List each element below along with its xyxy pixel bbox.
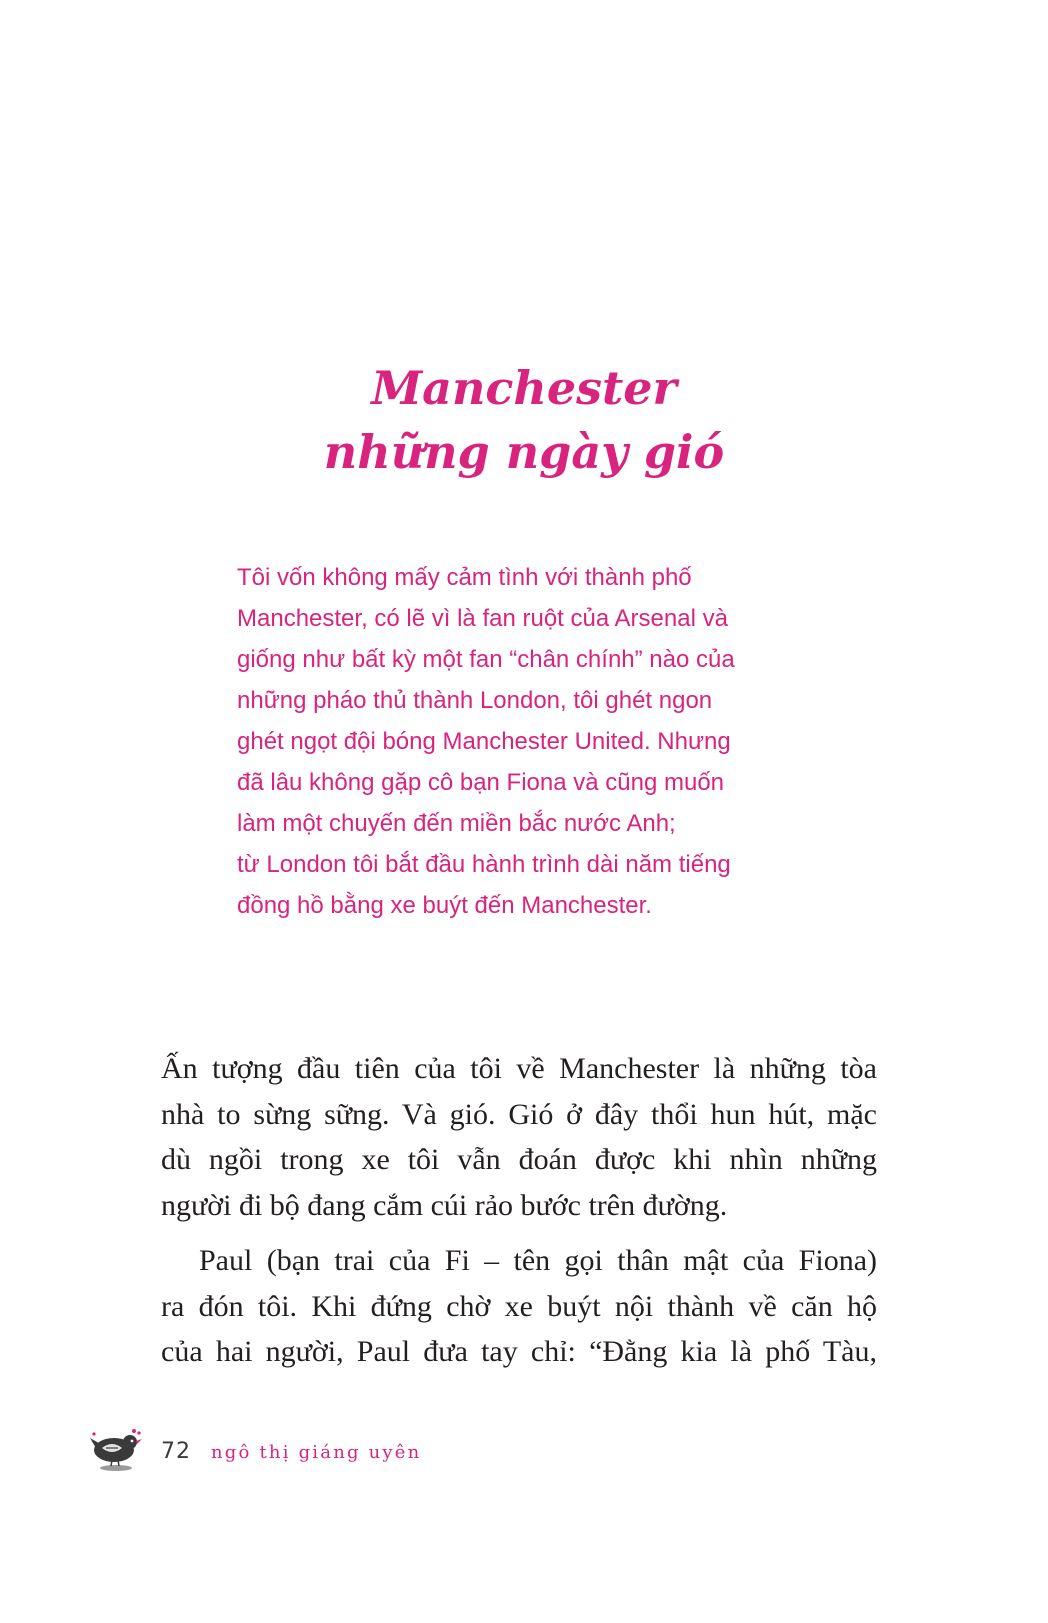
body-line: ra đón tôi. Khi đứng chờ xe buýt nội thành về căn hộ [161,1289,877,1323]
body-line: Paul (bạn trai của Fi – tên gọi thân mật của Fiona) [199,1244,877,1277]
chapter-title-line-2: những ngày gió [323,425,725,479]
bird-icon [86,1426,148,1474]
body-paragraph-2 [161,1238,877,1375]
intro-line: làm một chuyến đến miền bắc nước Anh; [237,810,676,837]
body-line: dù ngồi trong xe tôi vẫn đoán được khi nhìn những [161,1143,877,1176]
page-number: 72 [161,1439,191,1464]
page-footer [86,1426,486,1476]
intro-line: giống như bất kỳ một fan “chân chính” nào của [237,646,735,673]
body-line: người đi bộ đang cắm cúi rảo bước trên đường. [161,1188,728,1222]
chapter-title-line-1: Manchester [371,361,677,415]
body-line: nhà to sừng sững. Và gió. Gió ở đây thổi hun hút, mặc [161,1097,877,1131]
intro-line: đã lâu không gặp cô bạn Fiona và cũng muốn [237,769,725,796]
body-line: của hai người, Paul đưa tay chỉ: “Đằng kia là phố Tàu, [161,1335,877,1368]
intro-line: những pháo thủ thành London, tôi ghét ngon [237,687,713,714]
intro-line: Tôi vốn không mấy cảm tình với thành phố [237,564,692,591]
chapter-intro [237,557,797,926]
intro-line: từ London tôi bắt đầu hành trình dài năm tiếng [237,851,731,878]
intro-line: Manchester, có lẽ vì là fan ruột của Arsenal và [237,605,728,632]
body-paragraph-1 [161,1046,877,1228]
intro-line: ghét ngọt đội bóng Manchester United. Nhưng [237,728,731,755]
author-name: ngô thị giáng uyên [211,1442,422,1463]
body-line: Ấn tượng đầu tiên của tôi về Manchester là những tòa [161,1052,877,1085]
intro-line: đồng hồ bằng xe buýt đến Manchester. [237,892,652,919]
